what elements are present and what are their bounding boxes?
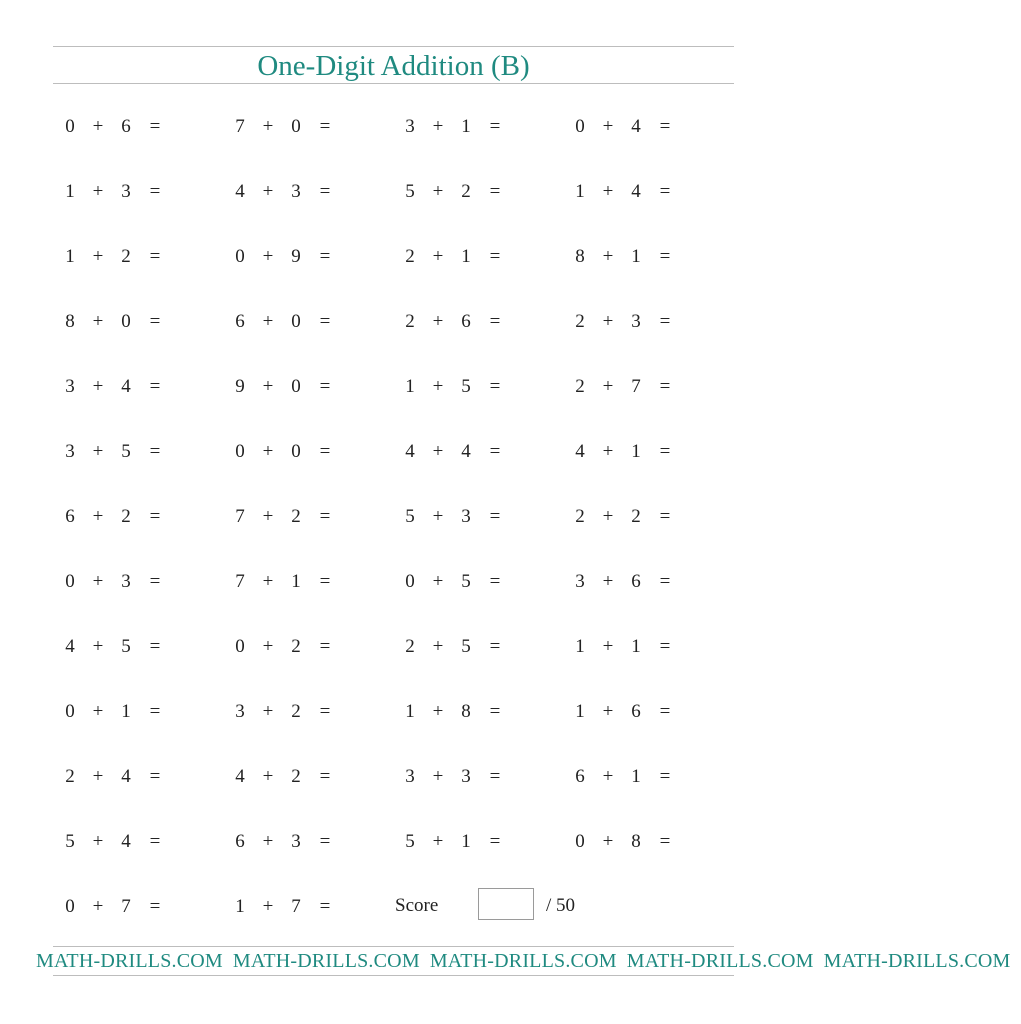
equals-sign: = bbox=[149, 506, 161, 527]
plus-sign: + bbox=[602, 571, 614, 592]
addend-b: 3 bbox=[291, 831, 301, 852]
plus-sign: + bbox=[602, 311, 614, 332]
addend-a: 7 bbox=[235, 571, 245, 592]
addend-a: 2 bbox=[575, 376, 585, 397]
addend-a: 1 bbox=[575, 181, 585, 202]
equals-sign: = bbox=[149, 636, 161, 657]
equals-sign: = bbox=[149, 441, 161, 462]
equals-sign: = bbox=[659, 636, 671, 657]
problem bbox=[573, 243, 683, 271]
footer-track bbox=[36, 948, 1021, 974]
plus-sign: + bbox=[262, 896, 274, 917]
problem bbox=[233, 438, 343, 466]
footer-brand: MATH-DRILLS.COM bbox=[429, 950, 617, 972]
plus-sign: + bbox=[92, 701, 104, 722]
top-rule bbox=[53, 46, 734, 47]
plus-sign: + bbox=[262, 116, 274, 137]
problem bbox=[233, 828, 343, 856]
addend-a: 4 bbox=[65, 636, 75, 657]
equals-sign: = bbox=[489, 831, 501, 852]
plus-sign: + bbox=[432, 376, 444, 397]
addend-b: 3 bbox=[291, 181, 301, 202]
addend-b: 5 bbox=[461, 376, 471, 397]
addend-b: 1 bbox=[291, 571, 301, 592]
plus-sign: + bbox=[92, 636, 104, 657]
problem bbox=[63, 828, 173, 856]
equals-sign: = bbox=[149, 116, 161, 137]
addend-a: 1 bbox=[575, 636, 585, 657]
addend-a: 6 bbox=[235, 311, 245, 332]
plus-sign: + bbox=[92, 506, 104, 527]
addend-b: 5 bbox=[461, 571, 471, 592]
footer-brand: MATH-DRILLS.COM bbox=[36, 950, 223, 972]
score-label: Score bbox=[395, 895, 439, 916]
plus-sign: + bbox=[602, 181, 614, 202]
plus-sign: + bbox=[602, 376, 614, 397]
addend-a: 0 bbox=[235, 636, 245, 657]
plus-sign: + bbox=[602, 116, 614, 137]
addend-a: 6 bbox=[235, 831, 245, 852]
plus-sign: + bbox=[262, 311, 274, 332]
equals-sign: = bbox=[489, 636, 501, 657]
addend-b: 2 bbox=[121, 506, 131, 527]
addend-b: 1 bbox=[121, 701, 131, 722]
equals-sign: = bbox=[489, 506, 501, 527]
problem bbox=[233, 633, 343, 661]
addend-b: 9 bbox=[291, 246, 301, 267]
plus-sign: + bbox=[92, 181, 104, 202]
plus-sign: + bbox=[262, 766, 274, 787]
equals-sign: = bbox=[319, 506, 331, 527]
plus-sign: + bbox=[262, 376, 274, 397]
addend-a: 2 bbox=[575, 311, 585, 332]
addend-b: 6 bbox=[121, 116, 131, 137]
plus-sign: + bbox=[602, 441, 614, 462]
addend-a: 1 bbox=[405, 376, 415, 397]
addend-b: 7 bbox=[291, 896, 301, 917]
equals-sign: = bbox=[659, 701, 671, 722]
addend-b: 4 bbox=[631, 181, 641, 202]
addend-b: 2 bbox=[291, 506, 301, 527]
plus-sign: + bbox=[432, 636, 444, 657]
addend-a: 2 bbox=[405, 636, 415, 657]
problem bbox=[573, 503, 683, 531]
plus-sign: + bbox=[92, 896, 104, 917]
plus-sign: + bbox=[432, 116, 444, 137]
addend-b: 6 bbox=[631, 571, 641, 592]
equals-sign: = bbox=[659, 246, 671, 267]
plus-sign: + bbox=[602, 246, 614, 267]
equals-sign: = bbox=[319, 311, 331, 332]
addend-a: 0 bbox=[235, 441, 245, 462]
plus-sign: + bbox=[92, 116, 104, 137]
addend-a: 6 bbox=[65, 506, 75, 527]
addend-b: 6 bbox=[461, 311, 471, 332]
addend-a: 4 bbox=[235, 181, 245, 202]
equals-sign: = bbox=[319, 376, 331, 397]
addend-b: 4 bbox=[461, 441, 471, 462]
equals-sign: = bbox=[149, 376, 161, 397]
problem bbox=[403, 568, 513, 596]
equals-sign: = bbox=[489, 246, 501, 267]
addend-a: 3 bbox=[235, 701, 245, 722]
plus-sign: + bbox=[262, 636, 274, 657]
problem bbox=[63, 308, 173, 336]
problem bbox=[233, 763, 343, 791]
equals-sign: = bbox=[319, 831, 331, 852]
problem bbox=[403, 373, 513, 401]
addend-a: 7 bbox=[235, 116, 245, 137]
addend-b: 1 bbox=[631, 636, 641, 657]
addend-b: 0 bbox=[291, 311, 301, 332]
addend-a: 5 bbox=[405, 181, 415, 202]
problem bbox=[403, 763, 513, 791]
equals-sign: = bbox=[659, 766, 671, 787]
addend-b: 0 bbox=[291, 116, 301, 137]
problem bbox=[233, 503, 343, 531]
equals-sign: = bbox=[149, 831, 161, 852]
problem bbox=[573, 828, 683, 856]
plus-sign: + bbox=[432, 181, 444, 202]
problem bbox=[573, 763, 683, 791]
plus-sign: + bbox=[262, 831, 274, 852]
addend-b: 3 bbox=[631, 311, 641, 332]
addend-a: 1 bbox=[235, 896, 245, 917]
addend-b: 2 bbox=[291, 766, 301, 787]
problem bbox=[63, 373, 173, 401]
addend-b: 3 bbox=[121, 181, 131, 202]
plus-sign: + bbox=[92, 766, 104, 787]
equals-sign: = bbox=[149, 766, 161, 787]
addend-a: 3 bbox=[65, 376, 75, 397]
problem bbox=[573, 178, 683, 206]
addend-b: 6 bbox=[631, 701, 641, 722]
footer-bottom-rule bbox=[53, 975, 734, 976]
addend-a: 5 bbox=[405, 831, 415, 852]
problem bbox=[63, 893, 173, 921]
plus-sign: + bbox=[432, 506, 444, 527]
plus-sign: + bbox=[92, 571, 104, 592]
addend-a: 0 bbox=[575, 831, 585, 852]
addend-b: 2 bbox=[461, 181, 471, 202]
addend-a: 0 bbox=[65, 116, 75, 137]
plus-sign: + bbox=[432, 831, 444, 852]
problem bbox=[403, 698, 513, 726]
problem bbox=[233, 178, 343, 206]
addend-b: 1 bbox=[631, 246, 641, 267]
plus-sign: + bbox=[92, 376, 104, 397]
addend-b: 2 bbox=[121, 246, 131, 267]
plus-sign: + bbox=[602, 831, 614, 852]
addend-a: 6 bbox=[575, 766, 585, 787]
plus-sign: + bbox=[262, 246, 274, 267]
addend-b: 1 bbox=[631, 766, 641, 787]
problem bbox=[403, 633, 513, 661]
problem bbox=[63, 698, 173, 726]
plus-sign: + bbox=[432, 571, 444, 592]
addend-a: 1 bbox=[65, 246, 75, 267]
plus-sign: + bbox=[92, 311, 104, 332]
addend-a: 5 bbox=[65, 831, 75, 852]
addend-b: 1 bbox=[461, 246, 471, 267]
addend-a: 1 bbox=[405, 701, 415, 722]
equals-sign: = bbox=[489, 116, 501, 137]
addend-b: 0 bbox=[291, 441, 301, 462]
addend-a: 0 bbox=[65, 896, 75, 917]
equals-sign: = bbox=[659, 116, 671, 137]
addend-b: 7 bbox=[631, 376, 641, 397]
plus-sign: + bbox=[92, 246, 104, 267]
addend-b: 2 bbox=[291, 701, 301, 722]
problem bbox=[403, 438, 513, 466]
addend-a: 4 bbox=[575, 441, 585, 462]
problem bbox=[573, 308, 683, 336]
equals-sign: = bbox=[149, 311, 161, 332]
footer-watermark bbox=[36, 946, 1011, 976]
addend-b: 2 bbox=[631, 506, 641, 527]
problem bbox=[63, 113, 173, 141]
plus-sign: + bbox=[432, 701, 444, 722]
problem bbox=[233, 113, 343, 141]
addend-a: 1 bbox=[575, 701, 585, 722]
worksheet-title: One-Digit Addition (B) bbox=[257, 50, 530, 82]
addend-b: 8 bbox=[461, 701, 471, 722]
equals-sign: = bbox=[319, 896, 331, 917]
addend-a: 2 bbox=[575, 506, 585, 527]
addend-a: 7 bbox=[235, 506, 245, 527]
addend-b: 0 bbox=[291, 376, 301, 397]
addend-a: 0 bbox=[65, 701, 75, 722]
equals-sign: = bbox=[319, 701, 331, 722]
addend-b: 3 bbox=[461, 766, 471, 787]
addend-b: 5 bbox=[121, 636, 131, 657]
score-input[interactable] bbox=[478, 888, 534, 920]
problem bbox=[233, 308, 343, 336]
equals-sign: = bbox=[319, 181, 331, 202]
problem bbox=[63, 438, 173, 466]
addend-b: 0 bbox=[121, 311, 131, 332]
equals-sign: = bbox=[489, 766, 501, 787]
equals-sign: = bbox=[149, 701, 161, 722]
addend-a: 5 bbox=[405, 506, 415, 527]
problem bbox=[63, 763, 173, 791]
equals-sign: = bbox=[489, 181, 501, 202]
addend-b: 5 bbox=[121, 441, 131, 462]
plus-sign: + bbox=[432, 311, 444, 332]
addend-b: 1 bbox=[461, 831, 471, 852]
problem bbox=[573, 568, 683, 596]
problem bbox=[573, 373, 683, 401]
addend-b: 7 bbox=[121, 896, 131, 917]
addend-a: 3 bbox=[405, 116, 415, 137]
equals-sign: = bbox=[319, 571, 331, 592]
score-total: / 50 bbox=[546, 895, 576, 916]
problem bbox=[233, 698, 343, 726]
equals-sign: = bbox=[659, 571, 671, 592]
plus-sign: + bbox=[602, 766, 614, 787]
addend-b: 4 bbox=[121, 766, 131, 787]
equals-sign: = bbox=[489, 376, 501, 397]
addend-b: 4 bbox=[631, 116, 641, 137]
addend-b: 5 bbox=[461, 636, 471, 657]
equals-sign: = bbox=[659, 181, 671, 202]
addend-a: 9 bbox=[235, 376, 245, 397]
plus-sign: + bbox=[432, 441, 444, 462]
footer-brand: MATH-DRILLS.COM bbox=[232, 950, 420, 972]
equals-sign: = bbox=[659, 311, 671, 332]
plus-sign: + bbox=[262, 701, 274, 722]
problem bbox=[233, 568, 343, 596]
addend-b: 3 bbox=[461, 506, 471, 527]
problem bbox=[573, 698, 683, 726]
plus-sign: + bbox=[262, 571, 274, 592]
equals-sign: = bbox=[319, 636, 331, 657]
addend-b: 3 bbox=[121, 571, 131, 592]
addend-a: 8 bbox=[575, 246, 585, 267]
equals-sign: = bbox=[149, 246, 161, 267]
equals-sign: = bbox=[489, 701, 501, 722]
plus-sign: + bbox=[262, 181, 274, 202]
addend-a: 8 bbox=[65, 311, 75, 332]
problem bbox=[403, 308, 513, 336]
equals-sign: = bbox=[319, 246, 331, 267]
plus-sign: + bbox=[602, 636, 614, 657]
problem bbox=[403, 113, 513, 141]
addend-a: 0 bbox=[405, 571, 415, 592]
problem bbox=[63, 568, 173, 596]
problem bbox=[63, 503, 173, 531]
addend-a: 1 bbox=[65, 181, 75, 202]
addend-a: 3 bbox=[575, 571, 585, 592]
problem bbox=[403, 503, 513, 531]
problem bbox=[233, 373, 343, 401]
plus-sign: + bbox=[92, 831, 104, 852]
equals-sign: = bbox=[489, 311, 501, 332]
addend-b: 1 bbox=[461, 116, 471, 137]
problem bbox=[63, 178, 173, 206]
addend-b: 4 bbox=[121, 831, 131, 852]
addend-a: 0 bbox=[65, 571, 75, 592]
addend-b: 1 bbox=[631, 441, 641, 462]
plus-sign: + bbox=[602, 506, 614, 527]
problem bbox=[573, 438, 683, 466]
plus-sign: + bbox=[262, 506, 274, 527]
plus-sign: + bbox=[432, 766, 444, 787]
addend-b: 8 bbox=[631, 831, 641, 852]
addend-a: 4 bbox=[235, 766, 245, 787]
problem bbox=[403, 243, 513, 271]
addend-a: 3 bbox=[405, 766, 415, 787]
addend-a: 3 bbox=[65, 441, 75, 462]
problem bbox=[233, 243, 343, 271]
plus-sign: + bbox=[602, 701, 614, 722]
plus-sign: + bbox=[92, 441, 104, 462]
problem bbox=[573, 113, 683, 141]
equals-sign: = bbox=[319, 116, 331, 137]
equals-sign: = bbox=[489, 441, 501, 462]
problem bbox=[403, 178, 513, 206]
problem bbox=[573, 633, 683, 661]
equals-sign: = bbox=[659, 831, 671, 852]
equals-sign: = bbox=[319, 441, 331, 462]
equals-sign: = bbox=[659, 506, 671, 527]
problem bbox=[63, 633, 173, 661]
footer-brand: MATH-DRILLS.COM bbox=[626, 950, 814, 972]
problem bbox=[63, 243, 173, 271]
plus-sign: + bbox=[262, 441, 274, 462]
problem bbox=[233, 893, 343, 921]
equals-sign: = bbox=[489, 571, 501, 592]
equals-sign: = bbox=[149, 571, 161, 592]
equals-sign: = bbox=[659, 376, 671, 397]
addend-a: 2 bbox=[65, 766, 75, 787]
addend-b: 4 bbox=[121, 376, 131, 397]
equals-sign: = bbox=[149, 181, 161, 202]
addend-a: 2 bbox=[405, 246, 415, 267]
addend-a: 0 bbox=[575, 116, 585, 137]
addend-a: 0 bbox=[235, 246, 245, 267]
equals-sign: = bbox=[659, 441, 671, 462]
addend-a: 4 bbox=[405, 441, 415, 462]
addend-a: 2 bbox=[405, 311, 415, 332]
addend-b: 2 bbox=[291, 636, 301, 657]
problem bbox=[403, 828, 513, 856]
equals-sign: = bbox=[319, 766, 331, 787]
footer-brand: MATH-DRILLS.COM bbox=[823, 950, 1011, 972]
plus-sign: + bbox=[432, 246, 444, 267]
title-rule bbox=[53, 83, 734, 84]
equals-sign: = bbox=[149, 896, 161, 917]
